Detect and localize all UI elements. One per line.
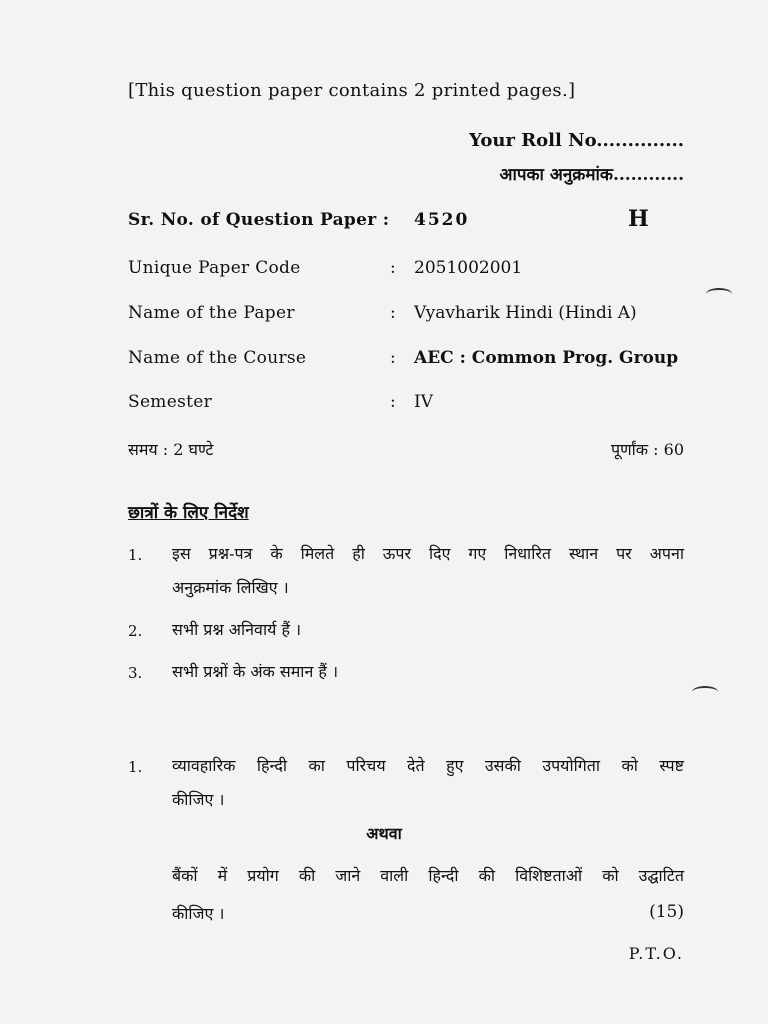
question-number: 1. [128, 758, 143, 776]
unique-code-value: 2051002001 [414, 258, 523, 278]
question-text-continued: कीजिए । [172, 790, 225, 809]
maximum-marks: पूर्णांक : 60 [610, 440, 684, 459]
please-turn-over: P.T.O. [628, 944, 684, 963]
pages-note: [This question paper contains 2 printed pages.] [128, 80, 576, 101]
paper-name-colon: : [390, 303, 396, 323]
time-allowed: समय : 2 घण्टे [128, 440, 214, 459]
sr-no-value: 4520 [414, 210, 470, 230]
semester-colon: : [390, 392, 396, 412]
scan-mark [692, 686, 718, 698]
alternate-question-text-continued: कीजिए । [172, 904, 225, 923]
roll-number-label: Your Roll No.............. [469, 130, 684, 151]
paper-name-label: Name of the Paper [128, 303, 295, 323]
scan-mark [706, 288, 732, 300]
sr-no-label: Sr. No. of Question Paper : [128, 210, 390, 230]
course-name-label: Name of the Course [128, 348, 307, 368]
question-marks: (15) [649, 902, 684, 922]
unique-code-colon: : [390, 258, 396, 278]
unique-code-label: Unique Paper Code [128, 258, 301, 278]
instruction-text: इस प्रश्न-पत्र के मिलते ही ऊपर दिए गए निधारित स्थान पर अपना [172, 544, 684, 563]
paper-name-value: Vyavharik Hindi (Hindi A) [414, 303, 637, 323]
instruction-text-continued: अनुक्रमांक लिखिए । [172, 578, 289, 597]
instruction-text: सभी प्रश्नों के अंक समान हैं । [172, 662, 339, 681]
semester-label: Semester [128, 392, 213, 412]
instruction-text: सभी प्रश्न अनिवार्य हैं । [172, 620, 302, 639]
set-code: H [628, 206, 649, 232]
semester-value: IV [414, 392, 433, 412]
instruction-number: 1. [128, 546, 143, 564]
question-text: व्यावहारिक हिन्दी का परिचय देते हुए उसकी उपयोगिता को स्पष्ट [172, 756, 684, 775]
course-name-value: AEC : Common Prog. Group [414, 348, 679, 368]
course-name-colon: : [390, 348, 396, 368]
instruction-number: 3. [128, 664, 143, 682]
roll-number-label-hindi: आपका अनुक्रमांक............ [499, 165, 684, 185]
instruction-number: 2. [128, 622, 143, 640]
or-separator: अथवा [366, 824, 402, 843]
instructions-heading: छात्रों के लिए निर्देश [128, 503, 249, 523]
alternate-question-text: बैंकों में प्रयोग की जाने वाली हिन्दी की विशिष्टताओं को उद्घाटित [172, 866, 684, 885]
